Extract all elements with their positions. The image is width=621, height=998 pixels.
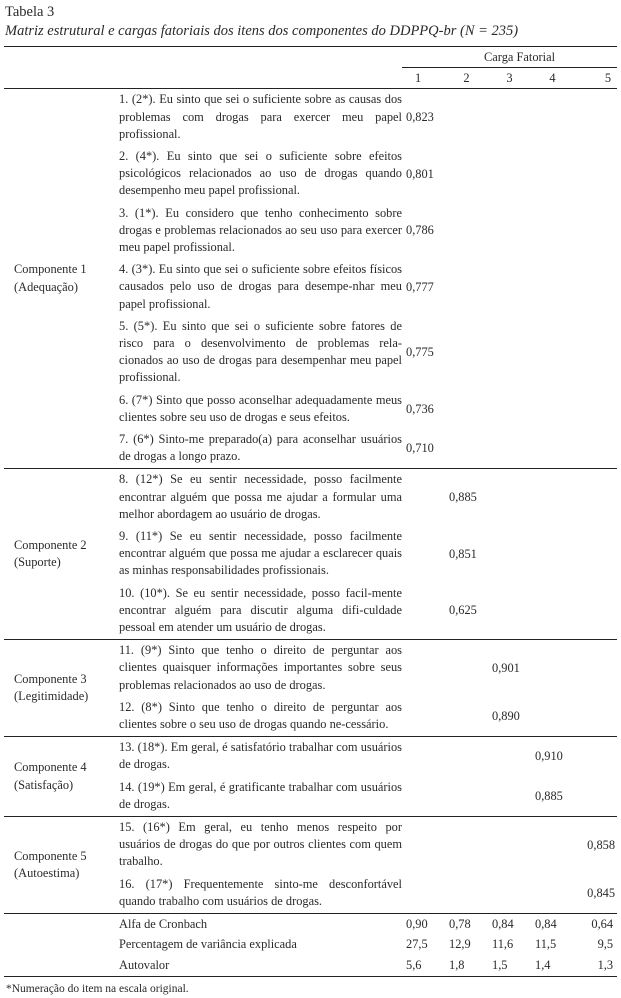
loading-cell-5	[574, 874, 617, 914]
loading-cell-4	[531, 390, 574, 429]
statistic-value: 9,5	[597, 937, 614, 952]
loading-cell-2	[445, 469, 488, 526]
factor-loading: 0,786	[406, 223, 434, 238]
component-name: Componente 1	[14, 262, 87, 277]
loading-cell-1	[402, 89, 445, 146]
statistic-label: Alfa de Cronbach	[119, 916, 208, 931]
loading-cell-4	[531, 640, 574, 697]
loading-cell-5	[574, 469, 617, 526]
statistic-value: 5,6	[402, 955, 445, 976]
carga-fatorial-header: Carga Fatorial	[402, 47, 617, 68]
loading-cell-4	[531, 316, 574, 390]
loading-cell-5	[574, 640, 617, 697]
statistic-value: 1,5	[488, 955, 531, 976]
loading-cell-5	[574, 89, 617, 146]
loading-cell-5	[574, 146, 617, 203]
item-text: 11. (9*) Sinto que tenho o direito de perguntar aos clientes quaisquer informações importantes sobre seus problemas relacionados ao uso de drogas.	[119, 643, 402, 692]
loading-cell-3	[488, 583, 531, 640]
loading-cell-1	[402, 146, 445, 203]
component-label	[4, 469, 119, 640]
loading-cell-5	[574, 203, 617, 260]
loading-cell-2	[445, 146, 488, 203]
statistic-value: 0,78	[449, 916, 471, 931]
item-text: 12. (8*) Sinto que tenho o direito de perguntar aos clientes sobre o seu uso de drogas quando ne-cessário.	[119, 697, 402, 737]
statistic-value: 0,90	[406, 916, 428, 931]
item-text: 16. (17*) Frequentemente sinto-me desconfortável quando trabalho com usuários de drogas.	[119, 874, 402, 914]
header-columns-row	[4, 68, 617, 89]
loading-cell-1	[402, 583, 445, 640]
loading-cell-5	[574, 316, 617, 390]
item-text: 7. (6*) Sinto-me preparado(a) para aconselhar usuários de drogas a longo prazo.	[119, 429, 402, 469]
loading-cell-3	[488, 697, 531, 737]
statistic-value: 0,64	[591, 916, 614, 931]
factor-loading: 0,736	[406, 401, 434, 416]
loading-cell-1	[402, 640, 445, 697]
component-subtitle: (Autoestima)	[14, 866, 80, 881]
factor-loading: 0,851	[449, 546, 477, 561]
loading-cell-3	[488, 146, 531, 203]
item-text: 2. (4*). Eu sinto que sei o suficiente sobre efeitos psicológicos relacionados ao uso de drogas quando desempenho meu papel profissional.	[119, 148, 402, 198]
component-name: Componente 5	[14, 848, 87, 863]
item-text: 10. (10*). Se eu sentir necessidade, posso facil-mente encontrar alguém para discutir alguma difi-culdade pessoal em atender um usuário de drogas.	[119, 583, 402, 640]
item-text: 14. (19*) Em geral, é gratificante trabalhar com usuários de drogas.	[119, 777, 402, 817]
component-label	[4, 89, 119, 469]
statistic-label: Percentagem de variância explicada	[119, 937, 297, 952]
statistic-value: 11,6	[492, 937, 514, 952]
loading-cell-3	[488, 777, 531, 817]
factor-loading: 0,885	[535, 788, 563, 803]
item-row	[4, 737, 617, 777]
loading-cell-4	[531, 203, 574, 260]
loading-cell-2	[445, 89, 488, 146]
stat-spacer	[4, 955, 119, 976]
component-subtitle: (Adequação)	[14, 279, 78, 294]
item-text: 15. (16*) Em geral, eu tenho menos respeito por usuários de drogas do que por outros clientes com quem trabalho.	[119, 820, 402, 869]
component-subtitle: (Suporte)	[14, 555, 61, 570]
statistic-row	[4, 914, 617, 935]
loading-cell-1	[402, 316, 445, 390]
item-text: 3. (1*). Eu considero que tenho conhecimento sobre drogas e problemas relacionados ao seu uso para exercer meu papel profissional.	[119, 205, 402, 254]
item-text: 8. (12*) Se eu sentir necessidade, posso facilmente encontrar alguém que possa me ajudar a formular uma melhor abordagem ao usuário de drogas.	[119, 472, 402, 521]
loading-cell-4	[531, 526, 574, 583]
item-row	[4, 469, 617, 526]
table-label: Tabela 3	[5, 4, 55, 20]
loading-cell-4	[531, 697, 574, 737]
loading-cell-5	[574, 259, 617, 316]
component-label	[4, 737, 119, 817]
loading-cell-4	[531, 429, 574, 469]
factor-loading: 0,890	[492, 708, 520, 723]
loading-cell-2	[445, 390, 488, 429]
loading-cell-5	[574, 817, 617, 874]
column-header-4: 4	[549, 70, 556, 85]
item-row	[4, 640, 617, 697]
loading-cell-2	[445, 874, 488, 914]
loading-cell-4	[531, 89, 574, 146]
loading-cell-4	[531, 777, 574, 817]
statistic-value: 0,84	[535, 916, 557, 931]
loading-cell-1	[402, 777, 445, 817]
factor-loading: 0,858	[587, 837, 616, 852]
loading-cell-1	[402, 469, 445, 526]
component-name: Componente 4	[14, 760, 87, 775]
item-text: 13. (18*). Em geral, é satisfatório trabalhar com usuários de drogas.	[119, 740, 402, 772]
factor-loading: 0,801	[406, 166, 434, 181]
column-header-3: 3	[506, 70, 513, 85]
loading-cell-4	[531, 817, 574, 874]
loading-cell-4	[531, 583, 574, 640]
loading-cell-1	[402, 817, 445, 874]
statistic-label: Autovalor	[119, 955, 402, 976]
stat-spacer	[4, 935, 119, 956]
loading-cell-1	[402, 390, 445, 429]
loading-cell-2	[445, 316, 488, 390]
header-group-row	[4, 47, 617, 68]
loading-cell-5	[574, 429, 617, 469]
item-row	[4, 817, 617, 874]
loading-cell-3	[488, 429, 531, 469]
loading-cell-5	[574, 583, 617, 640]
factor-loading: 0,845	[587, 885, 616, 900]
loading-cell-4	[531, 146, 574, 203]
loading-cell-2	[445, 777, 488, 817]
loading-cell-1	[402, 697, 445, 737]
loading-cell-2	[445, 203, 488, 260]
loading-cell-4	[531, 874, 574, 914]
loading-cell-3	[488, 89, 531, 146]
statistic-value: 1,4	[531, 955, 574, 976]
factor-loadings-table	[4, 47, 617, 976]
loading-cell-4	[531, 259, 574, 316]
loading-cell-2	[445, 697, 488, 737]
factor-loading: 0,885	[449, 490, 477, 505]
loading-cell-1	[402, 874, 445, 914]
loading-cell-5	[574, 737, 617, 777]
statistic-value: 1,8	[445, 955, 488, 976]
factor-loading: 0,710	[406, 441, 434, 456]
table-footnote: *Numeração do item na escala original.	[6, 982, 189, 995]
item-text: 1. (2*). Eu sinto que sei o suficiente sobre as causas dos problemas com drogas para exercer meu papel profissional.	[119, 92, 402, 141]
column-header-1: 1	[415, 70, 422, 85]
component-name: Componente 3	[14, 671, 87, 686]
loading-cell-2	[445, 259, 488, 316]
loading-cell-2	[445, 737, 488, 777]
loading-cell-3	[488, 316, 531, 390]
loading-cell-3	[488, 259, 531, 316]
column-header-5: 5	[604, 70, 612, 85]
component-label	[4, 817, 119, 914]
loading-cell-3	[488, 817, 531, 874]
factor-loading: 0,901	[492, 660, 520, 675]
component-name: Componente 2	[14, 537, 87, 552]
loading-cell-2	[445, 640, 488, 697]
item-text: 9. (11*) Se eu sentir necessidade, posso facilmente encontrar alguém que possa me ajudar a esclarecer quais as minhas responsabilidades profissionais.	[119, 528, 402, 578]
factor-loading: 0,775	[406, 345, 434, 360]
loading-cell-5	[574, 526, 617, 583]
loading-cell-5	[574, 777, 617, 817]
statistic-value: 1,3	[574, 955, 617, 976]
loading-cell-5	[574, 697, 617, 737]
loading-cell-5	[574, 390, 617, 429]
loading-cell-2	[445, 583, 488, 640]
column-header-2: 2	[463, 70, 470, 85]
factor-loading: 0,823	[406, 110, 434, 124]
item-row	[4, 89, 617, 146]
statistic-row	[4, 955, 617, 976]
loading-cell-2	[445, 817, 488, 874]
statistic-row	[4, 935, 617, 956]
loading-cell-4	[531, 737, 574, 777]
factor-loading: 0,625	[449, 603, 477, 618]
loading-cell-3	[488, 390, 531, 429]
loading-cell-1	[402, 203, 445, 260]
loading-cell-2	[445, 429, 488, 469]
table-caption: Matriz estrutural e cargas fatoriais dos itens dos componentes do DDPPQ-br (N = 235)	[5, 23, 519, 39]
loading-cell-3	[488, 526, 531, 583]
loading-cell-3	[488, 874, 531, 914]
loading-cell-3	[488, 203, 531, 260]
loading-cell-3	[488, 640, 531, 697]
item-text: 6. (7*) Sinto que posso aconselhar adequadamente meus clientes sobre seu uso de drogas e seus efeitos.	[119, 392, 402, 424]
statistic-value: 0,84	[492, 916, 514, 931]
factor-loading: 0,777	[406, 279, 434, 294]
component-label	[4, 640, 119, 737]
loading-cell-1	[402, 429, 445, 469]
loading-cell-4	[531, 469, 574, 526]
loading-cell-2	[445, 526, 488, 583]
statistic-value: 11,5	[535, 937, 557, 952]
item-text: 5. (5*). Eu sinto que sei o suficiente sobre fatores de risco para o desenvolvimento de problemas rela-cionados ao uso de drogas para desempenhar meu papel profissional.	[119, 318, 402, 385]
statistic-value: 27,5	[406, 937, 428, 952]
loading-cell-1	[402, 259, 445, 316]
loading-cell-1	[402, 737, 445, 777]
loading-cell-3	[488, 737, 531, 777]
component-subtitle: (Legitimidade)	[14, 689, 89, 704]
loading-cell-1	[402, 526, 445, 583]
factor-loading: 0,910	[535, 749, 563, 764]
statistic-value: 12,9	[449, 937, 471, 952]
component-subtitle: (Satisfação)	[14, 777, 74, 792]
stat-spacer	[4, 914, 119, 935]
item-text: 4. (3*). Eu sinto que sei o suficiente sobre efeitos físicos causados pelo uso de drogas para desempe-nhar meu papel profissional.	[119, 262, 402, 311]
loading-cell-3	[488, 469, 531, 526]
